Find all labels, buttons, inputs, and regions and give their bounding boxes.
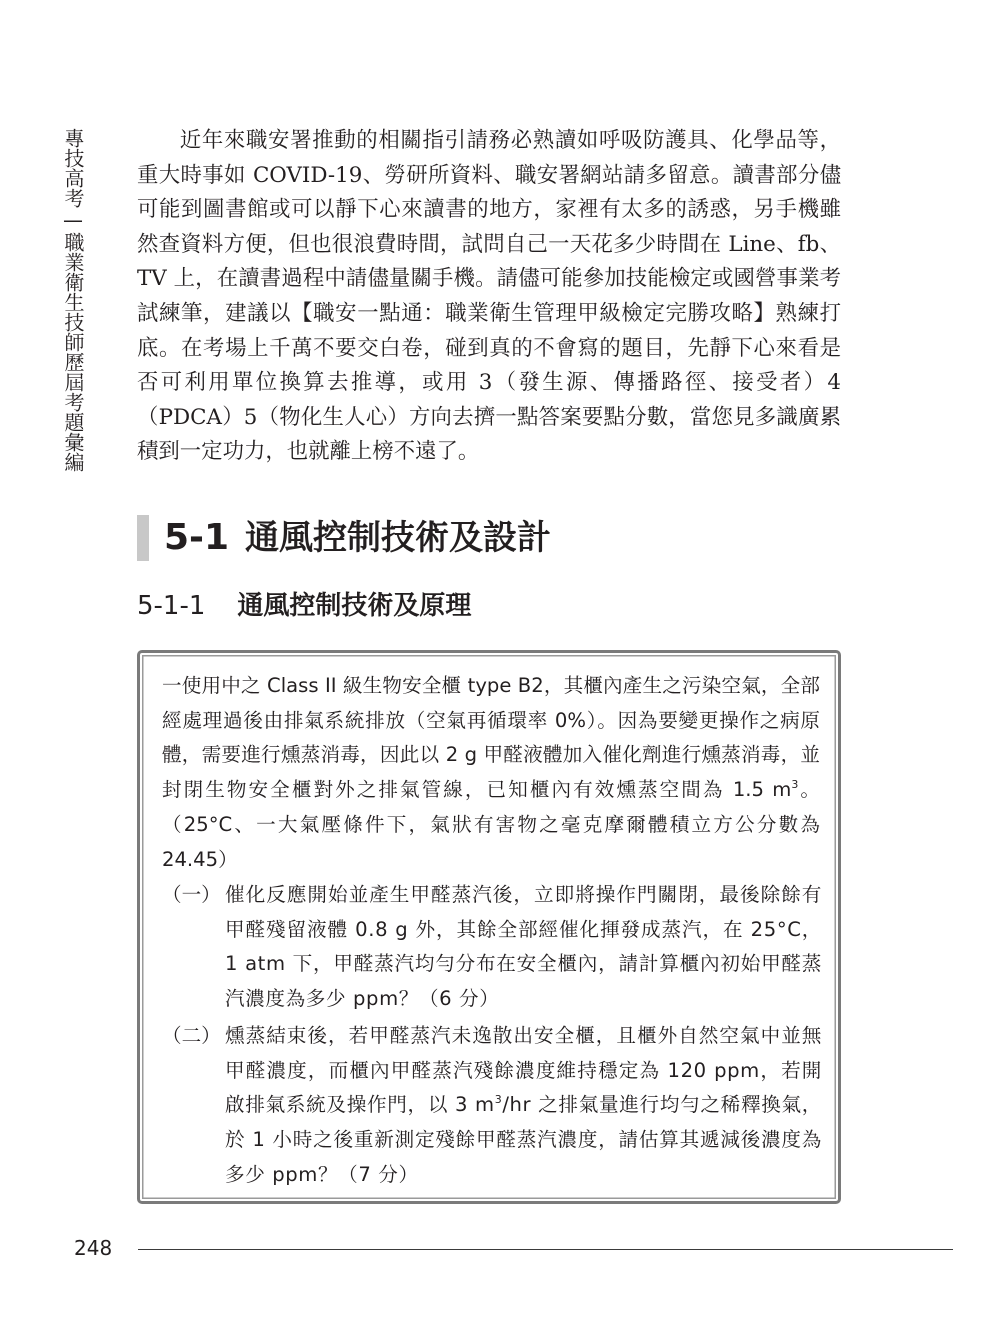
section-accent-bar <box>137 515 149 561</box>
cubic-superscript-2: 3 <box>494 1093 503 1107</box>
subsection-title-text: 通風控制技術及原理 <box>237 591 472 621</box>
sub-question-2-text <box>225 1019 822 1193</box>
footer-rule <box>138 1249 953 1250</box>
sub-question-1 <box>162 878 822 1017</box>
intro-paragraph: 近年來職安署推動的相關指引請務必熟讀如呼吸防護具、化學品等，重大時事如 COVID-19、勞研所資料、職安署網站請多留意。讀書部分儘可能到圖書館或可以靜下心來讀書的地方，家裡有太多的誘惑，另手機雖然查資料方便，但也很浪費時間，試問自己一天花多少時間在 Line、fb、TV 上，在讀書過程中請儘量關手機。請儘可能參加技能檢定或國營事業考試練筆，建議以【職安一點通：職業衛生管理甲級檢定完勝攻略】熟練打底。在考場上千萬不要交白卷，碰到真的不會寫的題目，先靜下心來看是否可利用單位換算去推導，或用 3（發生源、傳播路徑、接受者）4（PDCA）5（物化生人心）方向去擠一點答案要點分數，當您見多識廣累積到一定功力，也就離上榜不遠了。 <box>137 128 841 465</box>
subsection-heading <box>137 586 471 626</box>
section-title-text: 通風控制技術及設計 <box>245 518 552 558</box>
running-book-title: 專技高考—職業衛生技師歷屆考題彙編 <box>61 128 85 472</box>
sub-question-1-label: （一） <box>162 883 221 906</box>
sub-question-2-part1: 燻蒸結束後，若甲醛蒸汽未逸散出安全櫃，且櫃外自然空氣中並無甲醛濃度，而櫃內甲醛蒸汽殘餘濃度維持穩定為 120 ppm，若開啟排氣系統及操作門，以 3 m <box>225 1024 822 1117</box>
section-number: 5-1 <box>164 517 230 558</box>
page-number: 248 <box>74 1236 113 1260</box>
question-stem <box>162 669 820 877</box>
sub-question-1-text: 催化反應開始並產生甲醛蒸汽後，立即將操作門關閉，最後除餘有甲醛殘留液體 0.8 g 外，其餘全部經催化揮發成蒸汽，在 25°C，1 atm 下，甲醛蒸汽均勻分布在安全櫃內，請計算櫃內初始甲醛蒸汽濃度為多少 ppm？（6 分） <box>225 883 822 1011</box>
subsection-number: 5-1-1 <box>137 591 206 621</box>
sub-question-2 <box>162 1019 822 1193</box>
sub-question-2-label: （二） <box>162 1024 221 1047</box>
question-stem-part1: 一使用中之 Class II 級生物安全櫃 type B2，其櫃內產生之污染空氣，全部經處理過後由排氣系統排放（空氣再循環率 0%）。因為要變更操作之病原體，需要進行燻蒸消毒，因此以 2 g 甲醛液體加入催化劑進行燻蒸消毒，並封閉生物安全櫃對外之排氣管線，已知櫃內有效燻蒸空間為 1.5 m <box>162 674 820 802</box>
sub-question-2-part2: /hr 之排氣量進行均勻之稀釋換氣，於 1 小時之後重新測定殘餘甲醛蒸汽濃度，請估算其遞減後濃度為多少 ppm？（7 分） <box>225 1093 822 1186</box>
cubic-superscript: 3 <box>791 778 799 792</box>
section-heading <box>164 512 551 564</box>
exam-question-box <box>137 650 841 1204</box>
question-stem-part2: 。（25°C、一大氣壓條件下，氣狀有害物之毫克摩爾體積立方公分數為 24.45） <box>162 778 821 871</box>
